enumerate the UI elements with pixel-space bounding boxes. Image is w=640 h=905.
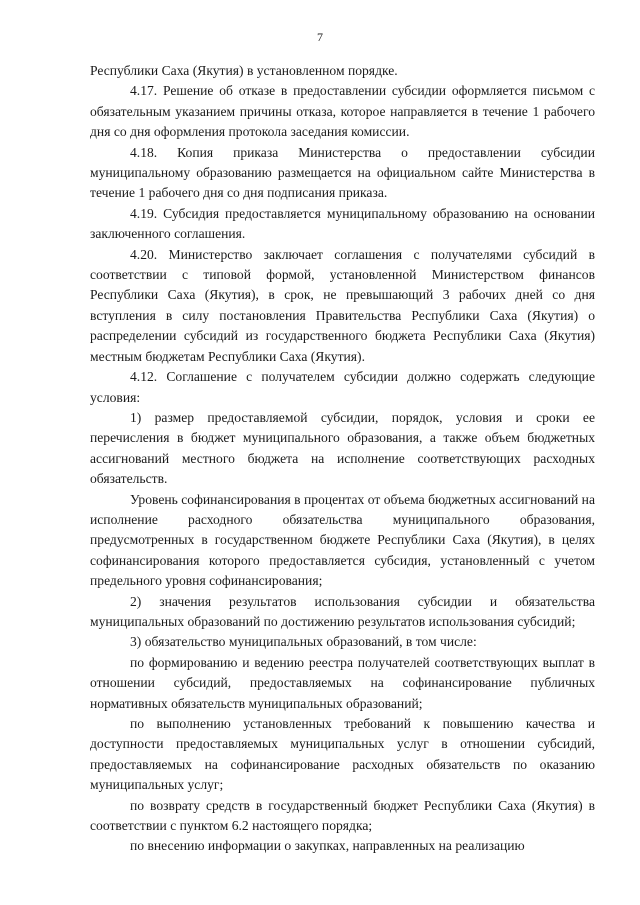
paragraph-4-12: 4.12. Соглашение с получателем субсидии должно содержать следующие условия: — [90, 369, 595, 405]
list-item-1: 1) размер предоставляемой субсидии, порядок, условия и сроки ее перечисления в бюджет муниципального образования, а также объем бюджетных ассигнований местного бюджета на исполнение соответствующих расходных обязательств. — [90, 409, 595, 487]
sub-item-refund: по возврату средств в государственный бюджет Республики Саха (Якутия) в соответствии с пунктом 6.2 настоящего порядка; — [90, 797, 595, 834]
paragraph-4-17: 4.17. Решение об отказе в предоставлении субсидии оформляется письмом с обязательным указанием причины отказа, которое направляется в течение 1 рабочего дня со дня оформления протокола заседания комиссии. — [90, 83, 595, 140]
list-item-3: 3) обязательство муниципальных образований, в том числе: — [130, 634, 477, 650]
paragraph-cofinancing-level: Уровень софинансирования в процентах от объема бюджетных ассигнований на исполнение расходного обязательства муниципального образования, предусмотренных в государственном бюджете Республики Саха (Якутия), в целях софинансирования которого предоставляется субсидия, установленный с учетом предельного уровня софинансирования; — [90, 491, 595, 589]
paragraph-4-19: 4.19. Субсидия предоставляется муниципальному образованию на основании заключенного соглашения. — [90, 205, 595, 242]
document-body — [90, 61, 595, 857]
sub-item-quality: по выполнению установленных требований к повышению качества и доступности предоставляемых муниципальных услуг в отношении субсидий, предоставляемых на софинансирование расходных обязательств по оказанию муниципальных услуг; — [90, 716, 595, 793]
paragraph-4-18: 4.18. Копия приказа Министерства о предоставлении субсидии муниципальному образованию размещается на официальном сайте Министерства в течение 1 рабочего дня со дня подписания приказа. — [90, 144, 595, 201]
paragraph: Республики Саха (Якутия) в установленном порядке. — [90, 63, 398, 78]
sub-item-procurement: по внесению информации о закупках, направленных на реализацию — [130, 838, 525, 854]
sub-item-registry: по формированию и ведению реестра получателей соответствующих выплат в отношении субсидий, предоставляемых на софинансирование публичных нормативных обязательств муниципальных образований; — [90, 654, 595, 711]
paragraph-4-20: 4.20. Министерство заключает соглашения с получателями субсидий в соответствии с типовой формой, установленной Министерством финансов Республики Саха (Якутия), в срок, не превышающий 3 рабочих дней со дня вступления в силу постановления Правительства Республики Саха (Якутия) о распределении субсидий из государственного бюджета Республики Саха (Якутия) местным бюджетам Республики Саха (Якутия). — [90, 246, 595, 364]
list-item-2: 2) значения результатов использования субсидии и обязательства муниципальных образований по достижению результатов использования субсидий; — [90, 593, 595, 629]
page-number: 7 — [317, 30, 323, 44]
